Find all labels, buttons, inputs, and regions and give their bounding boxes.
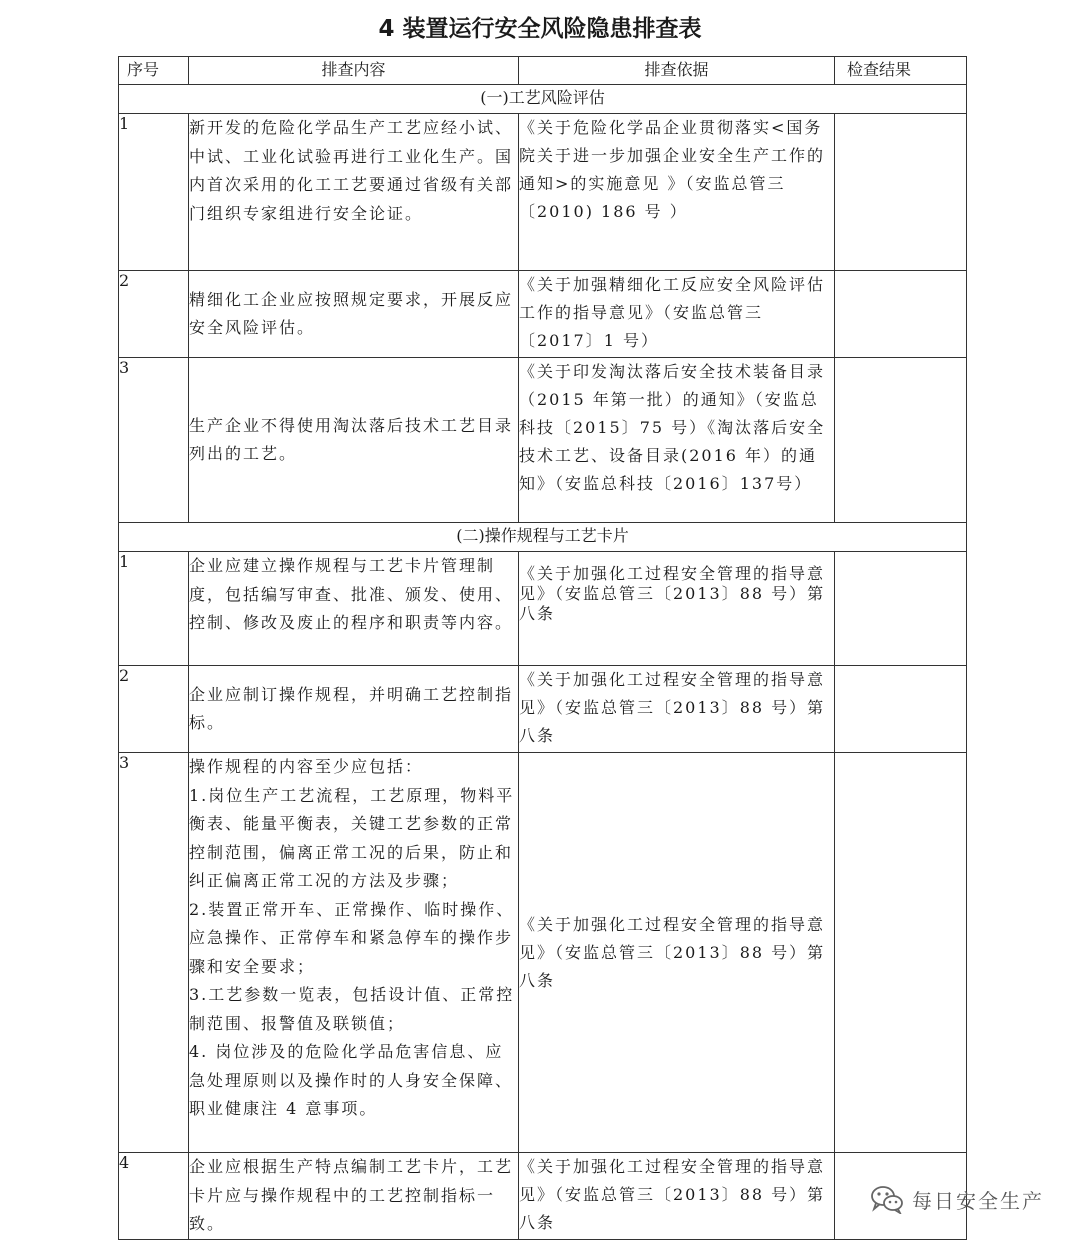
row-number: 2 xyxy=(119,271,189,358)
table-row xyxy=(119,552,967,666)
row-result[interactable] xyxy=(835,753,967,1153)
table-header-row xyxy=(119,57,967,85)
row-content xyxy=(189,753,519,1153)
header-result: 检查结果 xyxy=(835,57,967,85)
row-number: 3 xyxy=(119,753,189,1153)
row-basis: 《关于印发淘汰落后安全技术装备目录（2015 年第一批）的通知》（安监总科技〔2015〕75 号）《淘汰落后安全技术工艺、设备目录(2016 年）的通知》（安监总科技〔2016〕137号） xyxy=(519,358,835,523)
row-basis: 《关于危险化学品企业贯彻落实<国务院关于进一步加强企业安全生产工作的通知>的实施意见 》（安监总管三〔2010) 186 号 ） xyxy=(519,114,835,271)
header-no: 序号 xyxy=(119,57,189,85)
section-row xyxy=(119,85,967,114)
section-title: (二)操作规程与工艺卡片 xyxy=(119,523,967,552)
table-row xyxy=(119,358,967,523)
wechat-icon xyxy=(870,1184,904,1214)
table-row xyxy=(119,1153,967,1240)
row-basis: 《关于加强化工过程安全管理的指导意见》（安监总管三〔2013〕88 号）第八条 xyxy=(519,753,835,1153)
content-item: 1.岗位生产工艺流程，工艺原理，物料平衡表、能量平衡表，关键工艺参数的正常控制范围，偏离正常工况的后果，防止和纠正偏离正常工况的方法及步骤； xyxy=(189,785,515,890)
row-result[interactable] xyxy=(835,271,967,358)
row-basis: 《关于加强精细化工反应安全风险评估工作的指导意见》（安监总管三〔2017〕1 号） xyxy=(519,271,835,358)
content-item: 4. 岗位涉及的危险化学品危害信息、应急处理原则以及操作时的人身安全保障、职业健康注 4 意事项。 xyxy=(189,1042,514,1118)
row-content: 精细化工企业应按照规定要求，开展反应安全风险评估。 xyxy=(189,271,519,358)
row-number: 1 xyxy=(119,114,189,271)
content-intro: 操作规程的内容至少应包括： xyxy=(189,757,424,776)
row-content: 新开发的危险化学品生产工艺应经小试、中试、工业化试验再进行工业化生产。国内首次采用的化工工艺要通过省级有关部门组织专家组进行安全论证。 xyxy=(189,114,519,271)
row-basis: 《关于加强化工过程安全管理的指导意见》（安监总管三〔2013〕88 号）第八条 xyxy=(519,1153,835,1240)
checklist-table xyxy=(118,56,967,1240)
table-row xyxy=(119,271,967,358)
page-title: 4 装置运行安全风险隐患排查表 xyxy=(378,16,702,42)
watermark xyxy=(870,1184,1044,1214)
row-number: 3 xyxy=(119,358,189,523)
row-result[interactable] xyxy=(835,358,967,523)
header-basis: 排查依据 xyxy=(519,57,835,85)
section-row xyxy=(119,523,967,552)
row-content: 企业应根据生产特点编制工艺卡片，工艺卡片应与操作规程中的工艺控制指标一致。 xyxy=(189,1153,519,1240)
content-item: 3.工艺参数一览表，包括设计值、正常控制范围、报警值及联锁值； xyxy=(189,985,515,1033)
row-number: 1 xyxy=(119,552,189,666)
row-number: 2 xyxy=(119,666,189,753)
table-row xyxy=(119,753,967,1153)
table-row xyxy=(119,666,967,753)
row-basis: 《关于加强化工过程安全管理的指导意见》（安监总管三〔2013〕88 号）第八条 xyxy=(519,552,835,666)
row-result[interactable] xyxy=(835,552,967,666)
row-result[interactable] xyxy=(835,114,967,271)
row-basis: 《关于加强化工过程安全管理的指导意见》（安监总管三〔2013〕88 号）第八条 xyxy=(519,666,835,753)
header-content: 排查内容 xyxy=(189,57,519,85)
row-content: 企业应制订操作规程，并明确工艺控制指标。 xyxy=(189,666,519,753)
section-title: (一)工艺风险评估 xyxy=(119,85,967,114)
watermark-text: 每日安全生产 xyxy=(912,1188,1044,1213)
row-content: 生产企业不得使用淘汰落后技术工艺目录列出的工艺。 xyxy=(189,358,519,523)
content-item: 2.装置正常开车、正常操作、临时操作、应急操作、正常停车和紧急停车的操作步骤和安全要求； xyxy=(189,899,515,976)
row-content: 企业应建立操作规程与工艺卡片管理制度，包括编写审查、批准、颁发、使用、控制、修改及废止的程序和职责等内容。 xyxy=(189,552,519,666)
row-result[interactable] xyxy=(835,666,967,753)
table-row xyxy=(119,114,967,271)
row-number: 4 xyxy=(119,1153,189,1240)
